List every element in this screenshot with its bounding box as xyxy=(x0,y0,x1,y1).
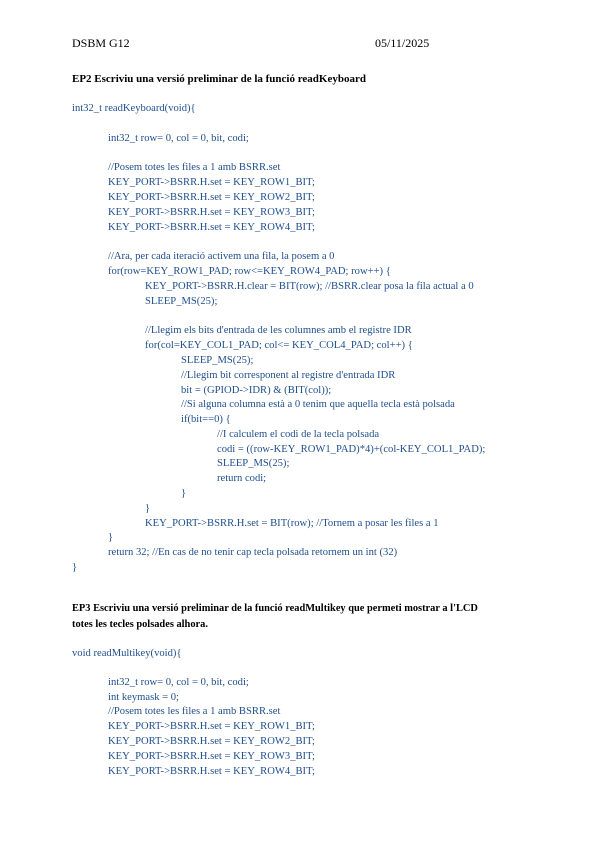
code-line: } xyxy=(108,532,114,543)
code-line: KEY_PORT->BSRR.H.set = BIT(row); //Tornem a posar les files a 1 xyxy=(145,518,439,529)
code-comment: //Llegim bit corresponent al registre d'entrada IDR xyxy=(181,370,396,381)
code-line: if(bit==0) { xyxy=(181,414,231,425)
code-line: return 32; //En cas de no tenir cap tecla polsada retornem un int (32) xyxy=(108,547,398,558)
page-header-left: DSBM G12 xyxy=(72,36,130,50)
code-comment: //Llegim els bits d'entrada de les columnes amb el registre IDR xyxy=(145,325,412,336)
code-line: SLEEP_MS(25); xyxy=(145,296,218,307)
code-comment: //I calculem el codi de la tecla polsada xyxy=(217,429,380,440)
code-line: KEY_PORT->BSRR.H.set = KEY_ROW4_BIT; xyxy=(108,766,315,777)
code-line: int32_t row= 0, col = 0, bit, codi; xyxy=(108,677,249,688)
code-line: int keymask = 0; xyxy=(108,692,180,703)
code-line: SLEEP_MS(25); xyxy=(217,458,290,469)
ep3-heading-line1: EP3 Escriviu una versió preliminar de la funció readMultikey que permeti mostrar a l'LCD xyxy=(72,603,478,614)
code-line: return codi; xyxy=(217,473,267,484)
code-line: KEY_PORT->BSRR.H.set = KEY_ROW3_BIT; xyxy=(108,207,315,218)
code-line: void readMultikey(void){ xyxy=(72,648,182,659)
code-line: } xyxy=(145,503,151,514)
code-line: codi = ((row-KEY_ROW1_PAD)*4)+(col-KEY_COL1_PAD); xyxy=(217,444,486,455)
code-line: bit = (GPIOD->IDR) & (BIT(col)); xyxy=(181,385,332,396)
code-comment: //Si alguna columna està a 0 tenim que aquella tecla està polsada xyxy=(181,399,455,410)
ep3-heading-line2: totes les tecles polsades alhora. xyxy=(72,619,208,630)
code-line: KEY_PORT->BSRR.H.set = KEY_ROW2_BIT; xyxy=(108,192,315,203)
code-line: KEY_PORT->BSRR.H.clear = BIT(row); //BSRR.clear posa la fila actual a 0 xyxy=(145,281,474,292)
code-comment: //Posem totes les files a 1 amb BSRR.set xyxy=(108,162,281,173)
code-line: KEY_PORT->BSRR.H.set = KEY_ROW1_BIT; xyxy=(108,177,315,188)
code-line: KEY_PORT->BSRR.H.set = KEY_ROW3_BIT; xyxy=(108,751,315,762)
code-line: for(col=KEY_COL1_PAD; col<= KEY_COL4_PAD; col++) { xyxy=(145,340,413,351)
page-header-date: 05/11/2025 xyxy=(375,36,430,50)
code-line: KEY_PORT->BSRR.H.set = KEY_ROW4_BIT; xyxy=(108,222,315,233)
code-line: for(row=KEY_ROW1_PAD; row<=KEY_ROW4_PAD; row++) { xyxy=(108,266,391,277)
ep2-heading: EP2 Escriviu una versió preliminar de la funció readKeyboard xyxy=(72,73,366,85)
ep3-heading xyxy=(72,601,532,633)
code-line: int32_t row= 0, col = 0, bit, codi; xyxy=(108,133,249,144)
code-line: KEY_PORT->BSRR.H.set = KEY_ROW1_BIT; xyxy=(108,721,315,732)
code-line: KEY_PORT->BSRR.H.set = KEY_ROW2_BIT; xyxy=(108,736,315,747)
code-comment: //Posem totes les files a 1 amb BSRR.set xyxy=(108,706,281,717)
code-line: } xyxy=(181,488,187,499)
code-line: SLEEP_MS(25); xyxy=(181,355,254,366)
code-comment: //Ara, per cada iteració activem una fila, la posem a 0 xyxy=(108,251,335,262)
code-line: int32_t readKeyboard(void){ xyxy=(72,103,196,114)
code-line: } xyxy=(72,562,78,573)
